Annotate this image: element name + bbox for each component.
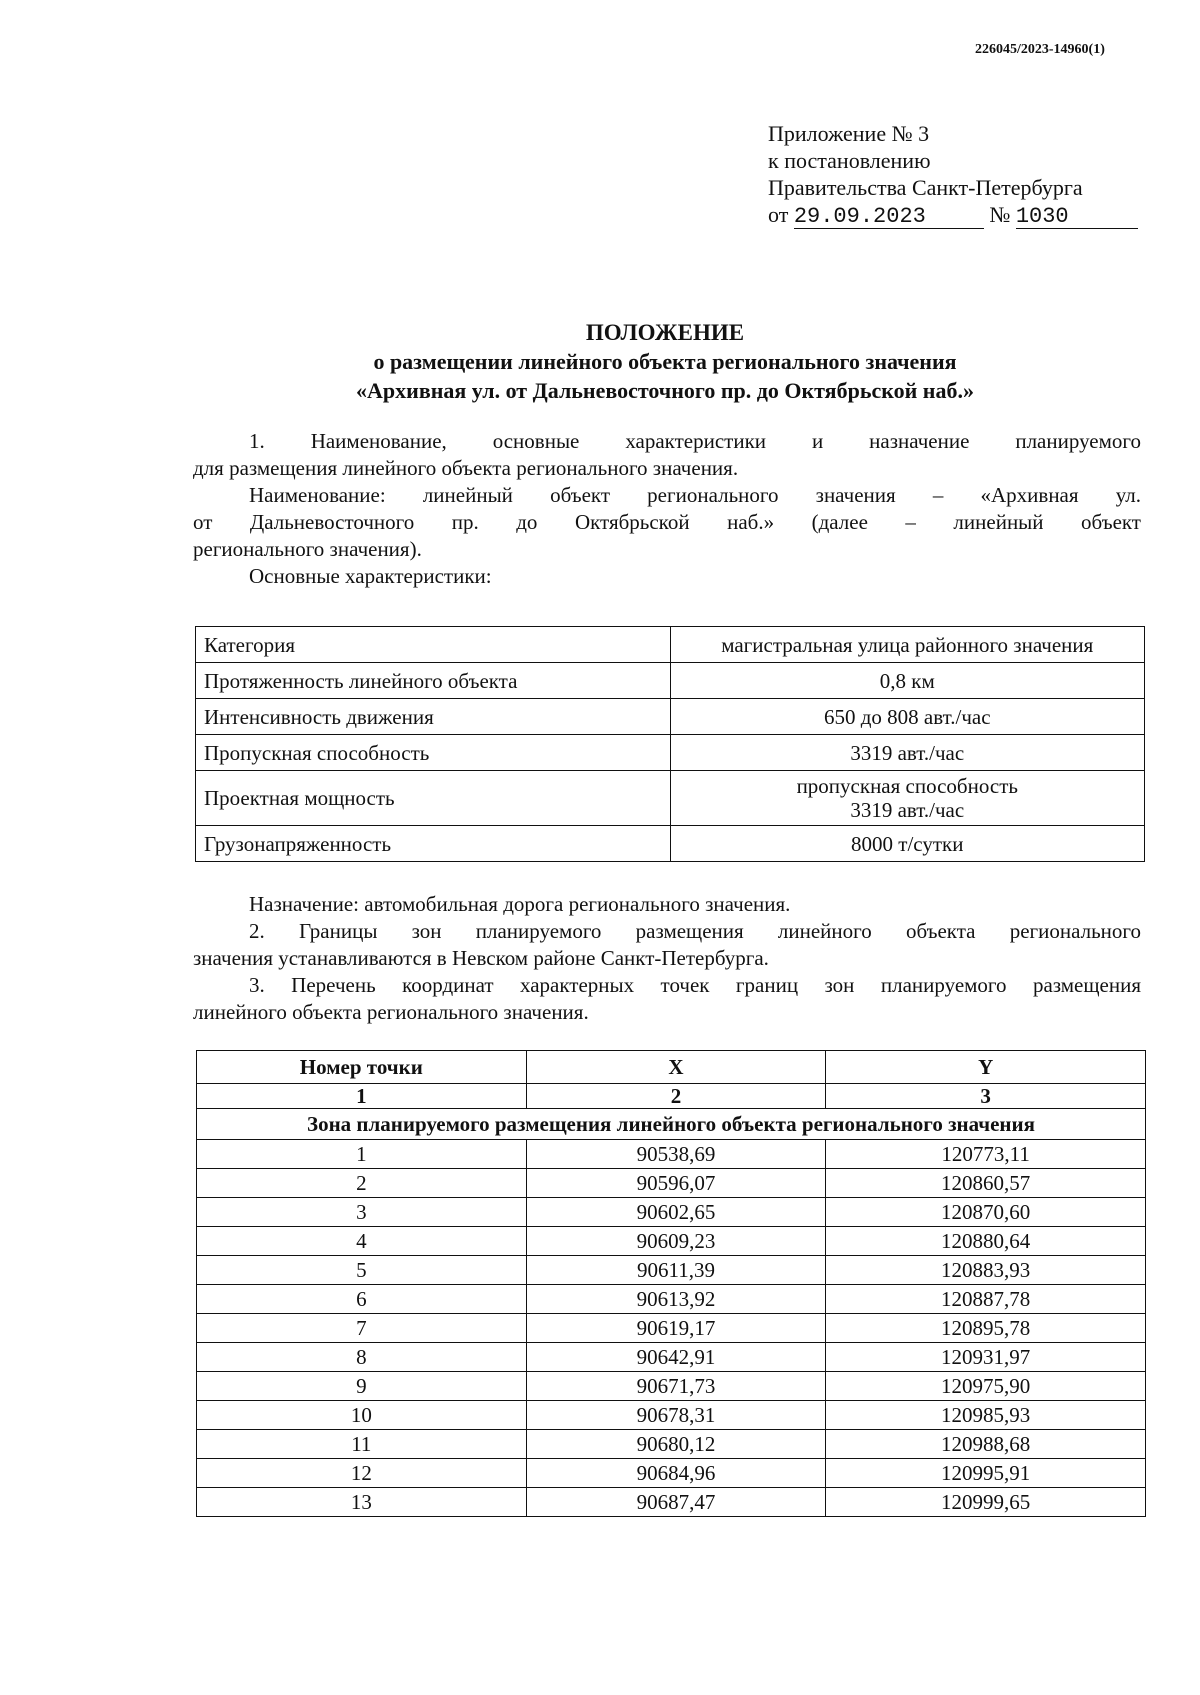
point-number-cell: 7 — [197, 1314, 527, 1343]
section2-line1: 2. Границы зон планируемого размещения линейного объекта регионального — [249, 919, 1141, 943]
table-row — [197, 1430, 1146, 1459]
characteristic-value: 3319 авт./час — [670, 735, 1144, 771]
characteristics-table — [195, 626, 1145, 862]
section3-line1: 3. Перечень координат характерных точек границ зон планируемого размещения — [249, 973, 1141, 997]
point-number-cell: 3 — [197, 1198, 527, 1227]
appendix-block — [768, 120, 1138, 229]
x-coordinate-cell: 90619,17 — [526, 1314, 826, 1343]
title-heading: ПОЛОЖЕНИЕ — [585, 320, 745, 345]
point-number-cell: 9 — [197, 1372, 527, 1401]
section1-name-line1: Наименование: линейный объект регионального значения – «Архивная ул. — [249, 483, 1141, 507]
y-coordinate-cell: 120883,93 — [826, 1256, 1146, 1285]
y-coordinate-cell: 120988,68 — [826, 1430, 1146, 1459]
table-row — [197, 1285, 1146, 1314]
appendix-date-line — [768, 201, 1138, 229]
zone-title: Зона планируемого размещения линейного объекта регионального значения — [197, 1109, 1146, 1140]
resolution-number: 1030 — [1016, 206, 1138, 229]
date-label: от — [768, 202, 789, 227]
characteristic-value: 8000 т/сутки — [670, 826, 1144, 862]
table-row — [196, 771, 1145, 826]
index-cell: 2 — [526, 1084, 826, 1109]
x-coordinate-cell: 90671,73 — [526, 1372, 826, 1401]
title-subject: о размещении линейного объекта регионального значения — [373, 349, 957, 374]
coordinates-table — [196, 1050, 1146, 1517]
table-row — [197, 1314, 1146, 1343]
coordinate-rows — [197, 1140, 1146, 1517]
point-number-cell: 1 — [197, 1140, 527, 1169]
title-object-name: «Архивная ул. от Дальневосточного пр. до Октябрьской наб.» — [356, 378, 974, 403]
table-header-row — [197, 1051, 1146, 1084]
characteristic-name: Протяженность линейного объекта — [196, 663, 671, 699]
table-row — [196, 699, 1145, 735]
appendix-resolution: к постановлению — [768, 148, 931, 173]
sections-2-3 — [193, 891, 1141, 1026]
table-row — [197, 1198, 1146, 1227]
table-row — [197, 1401, 1146, 1430]
appendix-number: Приложение № 3 — [768, 121, 930, 146]
y-coordinate-cell: 120773,11 — [826, 1140, 1146, 1169]
zone-title-row — [197, 1109, 1146, 1140]
x-coordinate-cell: 90687,47 — [526, 1488, 826, 1517]
point-number-cell: 11 — [197, 1430, 527, 1459]
header-y: Y — [826, 1051, 1146, 1084]
characteristic-value-line2: 3319 авт./час — [850, 798, 965, 822]
table-row — [197, 1227, 1146, 1256]
document-id: 226045/2023-14960(1) — [975, 42, 1105, 57]
index-cell: 1 — [197, 1084, 527, 1109]
characteristic-value: магистральная улица районного значения — [670, 627, 1144, 663]
table-row — [197, 1459, 1146, 1488]
x-coordinate-cell: 90611,39 — [526, 1256, 826, 1285]
y-coordinate-cell: 120999,65 — [826, 1488, 1146, 1517]
y-coordinate-cell: 120985,93 — [826, 1401, 1146, 1430]
characteristic-value — [670, 771, 1144, 826]
point-number-cell: 13 — [197, 1488, 527, 1517]
x-coordinate-cell: 90678,31 — [526, 1401, 826, 1430]
header-x: X — [526, 1051, 826, 1084]
characteristic-name: Категория — [196, 627, 671, 663]
y-coordinate-cell: 120860,57 — [826, 1169, 1146, 1198]
document-title — [190, 318, 1140, 405]
table-index-row — [197, 1084, 1146, 1109]
table-row — [197, 1256, 1146, 1285]
y-coordinate-cell: 120895,78 — [826, 1314, 1146, 1343]
point-number-cell: 2 — [197, 1169, 527, 1198]
y-coordinate-cell: 120975,90 — [826, 1372, 1146, 1401]
y-coordinate-cell: 120931,97 — [826, 1343, 1146, 1372]
section1-heading-line2: для размещения линейного объекта регионального значения. — [193, 456, 739, 480]
table-row — [196, 627, 1145, 663]
characteristic-value: 650 до 808 авт./час — [670, 699, 1144, 735]
x-coordinate-cell: 90596,07 — [526, 1169, 826, 1198]
x-coordinate-cell: 90613,92 — [526, 1285, 826, 1314]
y-coordinate-cell: 120995,91 — [826, 1459, 1146, 1488]
table-row — [197, 1372, 1146, 1401]
characteristic-name: Интенсивность движения — [196, 699, 671, 735]
x-coordinate-cell: 90680,12 — [526, 1430, 826, 1459]
y-coordinate-cell: 120880,64 — [826, 1227, 1146, 1256]
x-coordinate-cell: 90684,96 — [526, 1459, 826, 1488]
x-coordinate-cell: 90609,23 — [526, 1227, 826, 1256]
table-row — [196, 826, 1145, 862]
x-coordinate-cell: 90538,69 — [526, 1140, 826, 1169]
table-row — [197, 1343, 1146, 1372]
table-row — [196, 663, 1145, 699]
header-point-number: Номер точки — [197, 1051, 527, 1084]
characteristic-name: Пропускная способность — [196, 735, 671, 771]
table-row — [197, 1488, 1146, 1517]
y-coordinate-cell: 120887,78 — [826, 1285, 1146, 1314]
section2-line2: значения устанавливаются в Невском районе Санкт-Петербурга. — [193, 946, 769, 970]
section-1 — [193, 428, 1141, 590]
point-number-cell: 12 — [197, 1459, 527, 1488]
x-coordinate-cell: 90642,91 — [526, 1343, 826, 1372]
point-number-cell: 5 — [197, 1256, 527, 1285]
point-number-cell: 10 — [197, 1401, 527, 1430]
y-coordinate-cell: 120870,60 — [826, 1198, 1146, 1227]
section1-name-line3: регионального значения). — [193, 537, 422, 561]
point-number-cell: 6 — [197, 1285, 527, 1314]
index-cell: 3 — [826, 1084, 1146, 1109]
table-row — [196, 735, 1145, 771]
section3-line2: линейного объекта регионального значения. — [193, 1000, 589, 1024]
table-row — [197, 1140, 1146, 1169]
characteristic-name: Проектная мощность — [196, 771, 671, 826]
section1-heading-line1: 1. Наименование, основные характеристики и назначение планируемого — [249, 429, 1141, 453]
purpose-text: Назначение: автомобильная дорога регионального значения. — [249, 892, 791, 916]
resolution-date: 29.09.2023 — [794, 206, 984, 229]
characteristic-name: Грузонапряженность — [196, 826, 671, 862]
number-label: № — [989, 202, 1011, 227]
characteristics-label: Основные характеристики: — [249, 564, 492, 588]
appendix-government: Правительства Санкт-Петербурга — [768, 175, 1083, 200]
point-number-cell: 4 — [197, 1227, 527, 1256]
characteristic-value: 0,8 км — [670, 663, 1144, 699]
x-coordinate-cell: 90602,65 — [526, 1198, 826, 1227]
table-row — [197, 1169, 1146, 1198]
point-number-cell: 8 — [197, 1343, 527, 1372]
section1-name-line2: от Дальневосточного пр. до Октябрьской наб.» (далее – линейный объект — [193, 510, 1141, 534]
characteristic-value-line1: пропускная способность — [796, 774, 1018, 798]
